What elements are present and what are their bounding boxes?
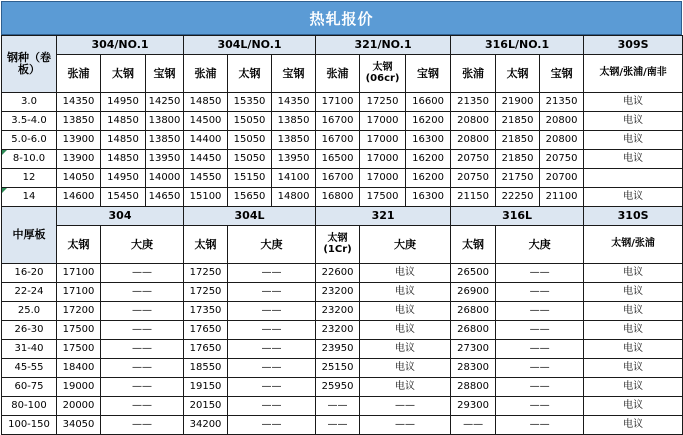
price-cell: 21350	[540, 93, 584, 112]
price-cell: 15100	[184, 188, 228, 207]
price-cell: 21850	[496, 131, 540, 150]
grade-header: 316L	[451, 207, 584, 226]
thickness-cell: 3.0	[2, 93, 57, 112]
price-cell: 13900	[57, 131, 101, 150]
hot-rolled-corner-label: 钢种（卷板）	[2, 36, 57, 93]
price-cell: 15350	[228, 93, 272, 112]
price-cell: 13850	[146, 131, 184, 150]
price-cell: 21750	[496, 169, 540, 188]
price-cell: 16200	[406, 169, 451, 188]
price-cell: 13850	[57, 112, 101, 131]
mill-header: 太钢	[451, 226, 496, 264]
price-cell: 14800	[272, 188, 316, 207]
price-cell: 20800	[451, 131, 496, 150]
price-cell: 17500	[360, 188, 406, 207]
price-cell: 16700	[316, 169, 360, 188]
price-cell: 17650	[184, 340, 228, 359]
price-cell: ——	[101, 359, 184, 378]
price-cell: 电议	[584, 150, 683, 169]
price-cell: 电议	[584, 321, 683, 340]
price-cell: 电议	[584, 93, 683, 112]
price-cell: 28800	[451, 378, 496, 397]
price-sheet	[1, 1, 682, 430]
price-cell: 21850	[496, 150, 540, 169]
price-cell: ——	[316, 397, 360, 416]
mill-header-stacked	[316, 226, 360, 264]
price-cell: 17250	[360, 93, 406, 112]
thickness-cell: 26-30	[2, 321, 57, 340]
price-cell: 34200	[184, 416, 228, 435]
price-cell: ——	[228, 321, 316, 340]
price-cell: 13900	[57, 150, 101, 169]
price-cell: ——	[228, 283, 316, 302]
mill-header: 太钢	[496, 55, 540, 93]
price-cell: 13850	[272, 112, 316, 131]
mill-header: 大庚	[228, 226, 316, 264]
price-cell: 电议	[584, 397, 683, 416]
thickness-cell: 16-20	[2, 264, 57, 283]
price-cell: ——	[101, 397, 184, 416]
mill-header: 宝钢	[540, 55, 584, 93]
thickness-cell: 14	[2, 188, 57, 207]
price-cell: 16700	[316, 112, 360, 131]
mill-header: 张浦	[451, 55, 496, 93]
price-row	[2, 264, 683, 283]
medium-plate-body	[2, 264, 683, 435]
thickness-cell: 5.0-6.0	[2, 131, 57, 150]
price-cell: 26800	[451, 302, 496, 321]
grade-header: 321/NO.1	[316, 36, 451, 55]
hot-rolled-grade-row	[2, 36, 683, 55]
price-cell: ——	[496, 302, 584, 321]
price-cell: 电议	[360, 378, 451, 397]
mill-header: 张浦	[184, 55, 228, 93]
price-cell: 15050	[228, 131, 272, 150]
price-cell: ——	[496, 397, 584, 416]
price-cell: 16700	[316, 131, 360, 150]
price-cell: 18400	[57, 359, 101, 378]
grade-header: 321	[316, 207, 451, 226]
price-cell: ——	[101, 378, 184, 397]
price-cell: ——	[228, 378, 316, 397]
price-cell: ——	[496, 340, 584, 359]
price-cell: 17000	[360, 169, 406, 188]
grade-header: 304L	[184, 207, 316, 226]
price-cell: ——	[228, 340, 316, 359]
price-cell: 15050	[228, 150, 272, 169]
price-cell: ——	[228, 359, 316, 378]
price-cell: 16600	[406, 93, 451, 112]
price-row	[2, 416, 683, 435]
price-cell: 电议	[360, 264, 451, 283]
price-cell: ——	[228, 264, 316, 283]
hot-rolled-mill-row	[2, 55, 683, 93]
price-cell: 16500	[316, 150, 360, 169]
price-cell: 电议	[584, 188, 683, 207]
price-cell: 21850	[496, 112, 540, 131]
price-cell: 13950	[146, 150, 184, 169]
price-cell: 电议	[584, 302, 683, 321]
price-cell: 20150	[184, 397, 228, 416]
price-cell	[584, 169, 683, 188]
price-row	[2, 283, 683, 302]
price-cell: 34050	[57, 416, 101, 435]
price-cell: 14850	[184, 93, 228, 112]
mill-header: 太钢	[228, 55, 272, 93]
mill-header: 太钢/张浦	[584, 226, 683, 264]
thickness-cell: 100-150	[2, 416, 57, 435]
grade-header: 304L/NO.1	[184, 36, 316, 55]
price-row	[2, 378, 683, 397]
sheet-title: 热轧报价	[1, 1, 682, 35]
mill-grade-note: (1Cr)	[323, 243, 352, 255]
thickness-cell: 80-100	[2, 397, 57, 416]
price-cell: 17250	[184, 283, 228, 302]
price-cell: 15450	[101, 188, 146, 207]
price-cell: 17650	[184, 321, 228, 340]
price-cell: 21150	[451, 188, 496, 207]
price-cell: 15150	[228, 169, 272, 188]
price-cell: 17000	[360, 131, 406, 150]
price-cell: 13950	[272, 150, 316, 169]
price-cell: 电议	[584, 359, 683, 378]
mill-name: 太钢	[327, 233, 348, 245]
price-cell: 22250	[496, 188, 540, 207]
price-cell: 14000	[146, 169, 184, 188]
mill-header: 太钢	[57, 226, 101, 264]
mill-header-stacked	[360, 55, 406, 93]
price-cell: 电议	[584, 112, 683, 131]
price-row	[2, 131, 683, 150]
hot-rolled-body	[2, 93, 683, 207]
price-cell: 14050	[57, 169, 101, 188]
price-cell: 14450	[184, 150, 228, 169]
thickness-cell: 3.5-4.0	[2, 112, 57, 131]
price-cell: ——	[496, 321, 584, 340]
price-cell: 电议	[584, 264, 683, 283]
price-cell: 23200	[316, 321, 360, 340]
price-row	[2, 112, 683, 131]
price-cell: ——	[360, 416, 451, 435]
mill-header: 宝钢	[272, 55, 316, 93]
price-row	[2, 397, 683, 416]
price-cell: 15050	[228, 112, 272, 131]
price-cell: 17100	[316, 93, 360, 112]
mill-header: 宝钢	[406, 55, 451, 93]
price-cell: 电议	[584, 340, 683, 359]
price-cell: ——	[496, 416, 584, 435]
price-cell: 电议	[360, 283, 451, 302]
price-cell: 17250	[184, 264, 228, 283]
medium-plate-grade-row	[2, 207, 683, 226]
thickness-cell: 31-40	[2, 340, 57, 359]
price-cell: 电议	[584, 131, 683, 150]
price-cell: ——	[316, 416, 360, 435]
price-cell: ——	[101, 416, 184, 435]
hot-rolled-table	[1, 35, 683, 435]
thickness-cell: 45-55	[2, 359, 57, 378]
price-cell: ——	[496, 359, 584, 378]
price-cell: ——	[228, 302, 316, 321]
grade-header: 316L/NO.1	[451, 36, 584, 55]
price-cell: ——	[228, 397, 316, 416]
mill-header: 张浦	[316, 55, 360, 93]
price-cell: 14350	[57, 93, 101, 112]
price-cell: 17500	[57, 321, 101, 340]
price-cell: 17000	[360, 150, 406, 169]
price-cell: 17000	[360, 112, 406, 131]
thickness-cell: 22-24	[2, 283, 57, 302]
price-cell: 16200	[406, 112, 451, 131]
price-cell: 电议	[360, 302, 451, 321]
price-cell: 18550	[184, 359, 228, 378]
price-cell: 17500	[57, 340, 101, 359]
price-cell: 20750	[451, 169, 496, 188]
price-cell: 14850	[101, 150, 146, 169]
price-cell: 电议	[360, 359, 451, 378]
price-cell: 23200	[316, 302, 360, 321]
price-cell: 21900	[496, 93, 540, 112]
price-cell: ——	[228, 416, 316, 435]
grade-header: 304/NO.1	[57, 36, 184, 55]
price-cell: 电议	[360, 321, 451, 340]
price-cell: 14850	[101, 112, 146, 131]
grade-header: 309S	[584, 36, 683, 55]
price-cell: 电议	[584, 416, 683, 435]
mill-header: 大庚	[360, 226, 451, 264]
price-cell: 16800	[316, 188, 360, 207]
mill-header: 大庚	[101, 226, 184, 264]
price-cell: 19150	[184, 378, 228, 397]
price-cell: 21100	[540, 188, 584, 207]
price-cell: 25150	[316, 359, 360, 378]
price-cell: ——	[101, 340, 184, 359]
thickness-cell: 12	[2, 169, 57, 188]
price-cell: 14350	[272, 93, 316, 112]
price-cell: 29300	[451, 397, 496, 416]
price-cell: 20700	[540, 169, 584, 188]
price-cell: 22600	[316, 264, 360, 283]
price-cell: 电议	[584, 283, 683, 302]
price-cell: ——	[101, 302, 184, 321]
price-cell: ——	[451, 416, 496, 435]
price-cell: 14600	[57, 188, 101, 207]
price-cell: 15650	[228, 188, 272, 207]
price-cell: 20000	[57, 397, 101, 416]
price-cell: 13850	[272, 131, 316, 150]
price-cell: ——	[496, 264, 584, 283]
price-cell: 14500	[184, 112, 228, 131]
price-cell: ——	[496, 378, 584, 397]
price-cell: 17350	[184, 302, 228, 321]
price-cell: ——	[101, 321, 184, 340]
price-cell: ——	[101, 264, 184, 283]
price-row	[2, 169, 683, 188]
price-cell: ——	[496, 283, 584, 302]
price-cell: 13800	[146, 112, 184, 131]
price-row	[2, 302, 683, 321]
mill-header: 宝钢	[146, 55, 184, 93]
price-cell: 23950	[316, 340, 360, 359]
price-cell: 电议	[584, 378, 683, 397]
thickness-cell: 8-10.0	[2, 150, 57, 169]
price-cell: 26900	[451, 283, 496, 302]
price-row	[2, 93, 683, 112]
mill-header: 太钢/张浦/南非	[584, 55, 683, 93]
price-row	[2, 188, 683, 207]
mill-grade-note: (06cr)	[365, 72, 400, 84]
price-row	[2, 340, 683, 359]
mill-header: 太钢	[101, 55, 146, 93]
price-cell: 27300	[451, 340, 496, 359]
price-cell: 电议	[360, 340, 451, 359]
price-cell: 16300	[406, 188, 451, 207]
medium-plate-mill-row	[2, 226, 683, 264]
mill-header: 太钢	[184, 226, 228, 264]
price-cell: 20750	[451, 150, 496, 169]
price-cell: 20800	[540, 112, 584, 131]
thickness-cell: 60-75	[2, 378, 57, 397]
thickness-cell: 25.0	[2, 302, 57, 321]
price-cell: 14950	[101, 93, 146, 112]
price-cell: 14100	[272, 169, 316, 188]
price-cell: 28300	[451, 359, 496, 378]
price-cell: 14400	[184, 131, 228, 150]
price-cell: 17100	[57, 264, 101, 283]
price-cell: 26800	[451, 321, 496, 340]
price-cell: 14850	[101, 131, 146, 150]
price-cell: 20800	[451, 112, 496, 131]
price-row	[2, 150, 683, 169]
price-row	[2, 359, 683, 378]
price-cell: 20800	[540, 131, 584, 150]
price-cell: 17200	[57, 302, 101, 321]
price-cell: 26500	[451, 264, 496, 283]
price-cell: 16300	[406, 131, 451, 150]
price-cell: ——	[360, 397, 451, 416]
price-cell: 25950	[316, 378, 360, 397]
medium-plate-corner-label: 中厚板	[2, 207, 57, 264]
price-cell: ——	[101, 283, 184, 302]
price-row	[2, 321, 683, 340]
price-cell: 23200	[316, 283, 360, 302]
price-cell: 21350	[451, 93, 496, 112]
grade-header: 304	[57, 207, 184, 226]
mill-header: 张浦	[57, 55, 101, 93]
mill-header: 大庚	[496, 226, 584, 264]
price-cell: 14550	[184, 169, 228, 188]
price-cell: 16200	[406, 150, 451, 169]
grade-header: 310S	[584, 207, 683, 226]
price-cell: 19000	[57, 378, 101, 397]
price-cell: 14650	[146, 188, 184, 207]
price-cell: 14950	[101, 169, 146, 188]
price-cell: 20750	[540, 150, 584, 169]
price-cell: 17100	[57, 283, 101, 302]
price-cell: 14250	[146, 93, 184, 112]
mill-name: 太钢	[372, 62, 393, 74]
